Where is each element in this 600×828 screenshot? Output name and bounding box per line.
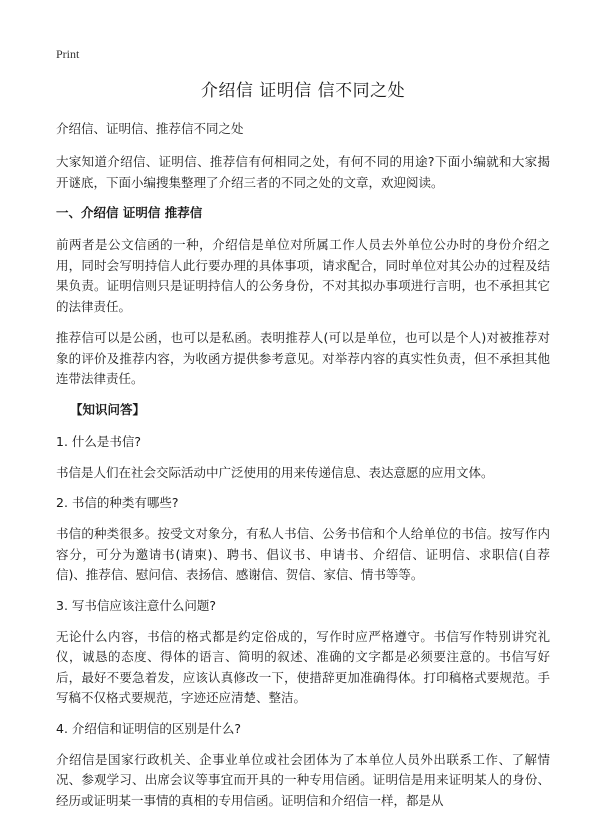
document-subtitle: 介绍信、证明信、推荐信不同之处 — [56, 121, 244, 136]
qa-question: 4. 介绍信和证明信的区别是什么? — [56, 720, 242, 736]
qa-answer: 介绍信是国家行政机关、企事业单位或社会团体为了本单位人员外出联系工作、了解情况、参观学习、出席会议等事宜而开具的一种专用信函。证明信是用来证明某人的身份、经历或证明某一事情的真相的专用信函。证明信和介绍信一样，都是从 — [56, 751, 550, 808]
qa-answer: 书信的种类很多。按受文对象分，有私人书信、公务书信和个人给单位的书信。按写作内容分，可分为邀请书(请柬)、聘书、倡议书、申请书、介绍信、证明信、求职信(自荐信)、推荐信、慰问信、表扬信、感谢信、贺信、家信、情书等等。 — [56, 526, 550, 582]
section-paragraph: 推荐信可以是公函，也可以是私函。表明推荐人(可以是单位，也可以是个人)对被推荐对象的评价及推荐内容，为收函方提供参考意见。对举荐内容的真实性负责，但不承担其他连带法律责任。 — [56, 330, 550, 386]
qa-answer: 书信是人们在社会交际活动中广泛使用的用来传递信息、表达意愿的应用文体。 — [56, 464, 494, 480]
page-title: 介绍信 证明信 信不同之处 — [200, 81, 406, 101]
intro-paragraph: 大家知道介绍信、证明信、推荐信有何相同之处，有何不同的用途?下面小编就和大家揭开谜底，下面小编搜集整理了介绍三者的不同之处的文章，欢迎阅读。 — [56, 154, 550, 190]
qa-question: 3. 写书信应该注意什么问题? — [56, 597, 217, 613]
qa-question: 1. 什么是书信? — [56, 433, 142, 449]
section-heading: 一、介绍信 证明信 推荐信 — [56, 205, 203, 220]
qa-heading: 【知识问答】 — [70, 401, 146, 417]
qa-answer: 无论什么内容，书信的格式都是约定俗成的，写作时应严格遵守。书信写作特别讲究礼仪，诚恳的态度、得体的语言、简明的叙述、准确的文字都是必须要注意的。书信写好后，最好不要急着发，应该认真修改一下，使措辞更加准确得体。打印稿格式要规范。手写稿不仅格式要规范，字迹还应清楚、整洁。 — [56, 628, 550, 705]
section-paragraph: 前两者是公文信函的一种，介绍信是单位对所属工作人员去外单位公办时的身份介绍之用，同时会写明持信人此行要办理的具体事项，请求配合，同时单位对其公办的过程及结果负责。证明信则只是证明持信人的公务身份，不对其拟办事项进行言明，也不承担其它的法律责任。 — [56, 237, 550, 314]
print-label: Print — [56, 47, 80, 61]
qa-question: 2. 书信的种类有哪些? — [56, 495, 179, 510]
